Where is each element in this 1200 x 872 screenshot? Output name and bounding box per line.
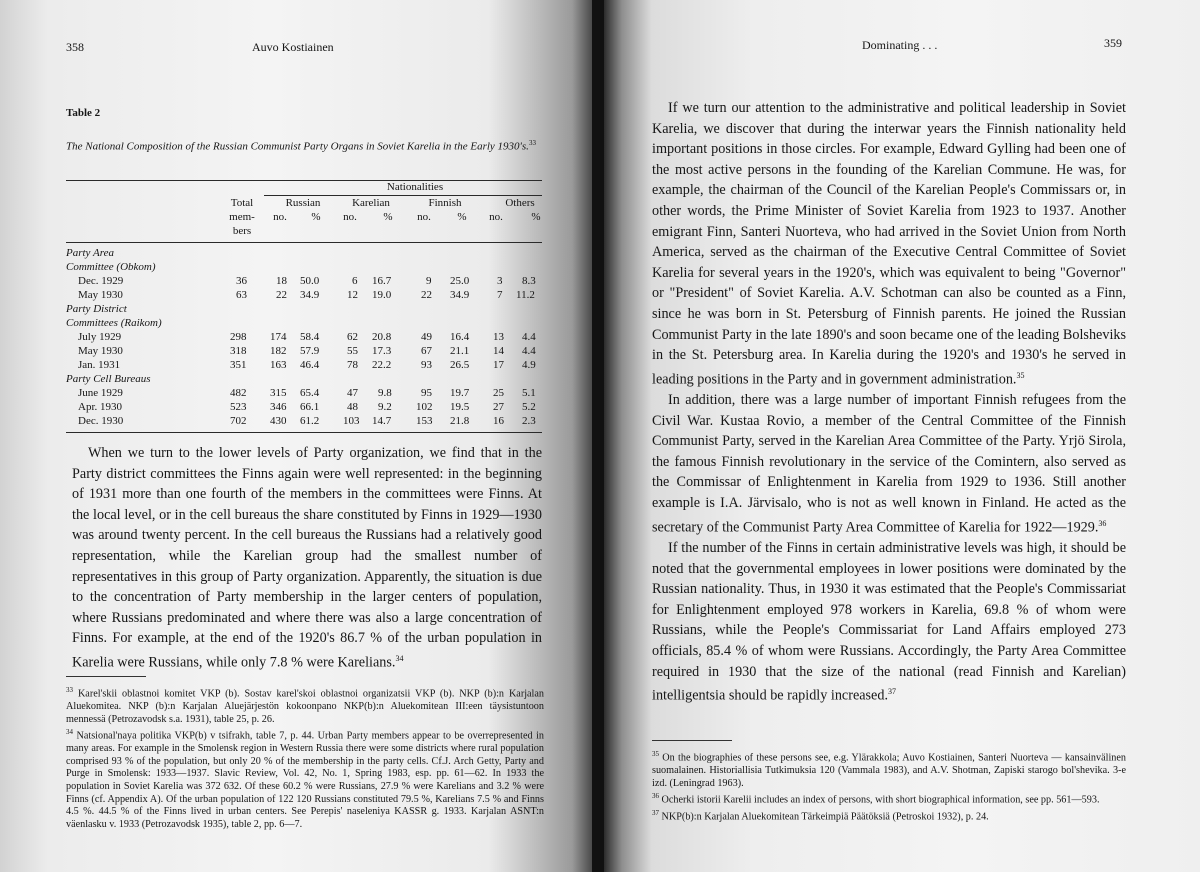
paragraph-text: When we turn to the lower levels of Party organization, we find that in the Party district committees the Finns again were well represented: in the beginning of 1931 more than one fourth of the members in the committees were Finns. At the local level, or in the cell bureaus the share constituted by Finns in 1929—1930 was around twenty percent. In the cell bureaus the Russians had a relatively good representation, while the Karelian group had the smallest number of representatives in this group of Party organization. Apparently, the situation is due to the concentration of Party membership in the larger centers of population, where Russians predominated and where there was also a large concentration of Finns. For example, at the end of the 1920's 86.7 % of the urban population in Karelia were Russians, while only 7.8 % were Karelians. — [72, 445, 542, 671]
cell-kar-no: 48 — [347, 401, 358, 413]
cell-total: 523 — [230, 401, 247, 413]
cell-fin-pct: 21.8 — [450, 415, 470, 427]
cell-fin-pct: 19.7 — [450, 387, 470, 399]
cell-oth-no: 7 — [497, 289, 503, 301]
header-finnish-no: no. — [417, 211, 431, 223]
header-total-line3: bers — [232, 225, 252, 237]
footnote — [652, 807, 1126, 824]
group-label: Committees (Raikom) — [66, 317, 162, 329]
note-ref: 35 — [1016, 370, 1025, 380]
paragraph — [652, 390, 1126, 538]
cell-kar-pct: 9.2 — [378, 401, 392, 413]
footnote — [652, 790, 1126, 807]
cell-kar-pct: 20.8 — [372, 331, 392, 343]
cell-oth-pct: 4.4 — [522, 331, 536, 343]
body-text — [72, 443, 542, 673]
cell-rus-pct: 46.4 — [300, 359, 320, 371]
row-label: June 1929 — [78, 387, 123, 399]
cell-oth-pct: 5.2 — [522, 401, 536, 413]
cell-fin-pct: 26.5 — [450, 359, 470, 371]
footnote — [66, 726, 544, 831]
cell-fin-no: 102 — [416, 401, 433, 413]
footnote — [652, 748, 1126, 790]
note-ref: 37 — [888, 687, 896, 697]
cell-fin-no: 9 — [426, 275, 432, 287]
header-others-pct: % — [531, 211, 541, 223]
footnotes — [66, 684, 544, 831]
cell-rus-no: 182 — [270, 345, 287, 357]
header-total: Total — [230, 197, 254, 209]
cell-kar-pct: 9.8 — [378, 387, 392, 399]
header-nationalities: Nationalities — [386, 181, 444, 193]
row-label: Jan. 1931 — [78, 359, 121, 371]
cell-kar-no: 55 — [347, 345, 358, 357]
table-caption — [66, 136, 544, 155]
cell-fin-pct: 25.0 — [450, 275, 470, 287]
cell-oth-pct: 2.3 — [522, 415, 536, 427]
paragraph-text: If the number of the Finns in certain administrative levels was high, it should be noted that the governmental employees in lower positions were dominated by the Russian nationality. Thus, in 1930 it was estimated that the People's Commissariat for Enlightenment employed 978 workers in Karelia, 69.8 % of whom were Russians, while the People's Commissariat for Land Affairs employed 273 officials, 85.4 % of whom were Russians. Accordingly, the Party Area Committee required in 1930 that the size of the national (read Finnish and Karelian) intelligentsia should be rapidly increased. — [652, 539, 1126, 704]
header-karelian-pct: % — [383, 211, 393, 223]
table-nationalities-rule — [264, 195, 542, 196]
cell-oth-pct: 4.4 — [522, 345, 536, 357]
cell-rus-pct: 61.2 — [300, 415, 320, 427]
footnote-text: NKP(b):n Karjalan Aluekomitean Tärkeimpiä Päätöksiä (Petroskoi 1932), p. 24. — [661, 811, 989, 823]
cell-total: 702 — [230, 415, 247, 427]
header-russian: Russian — [285, 197, 321, 209]
cell-kar-pct: 14.7 — [372, 415, 392, 427]
cell-rus-no: 174 — [270, 331, 287, 343]
footnote-text: Natsional'naya politika VKP(b) v tsifrakh, table 7, p. 44. Urban Party members appear to be overrepresented in many areas. For example in the Smolensk region in Western Russia there were some districts where rural population comprised 93 % of the population, but only 20 % of the membership in the party cells. Cf.J. Arch Getty, Party and Purge in Smolensk: 1933—1937. Slavic Review, Vol. 42, No. 1, Spring 1983, esp. pp. 61—62. In 1933 the population in Soviet Karelia was 372 632. Of these 60.2 % were Russians, 27.9 % were Karelians and 3.2 % were Finns (cf. Appendix A). Of the urban population of 122 120 Russians constituted 79.5 %, Karelians 7.5 % and Finns 4.5 %. 44.5 % of the Finns lived in urban centers. See Perepis' naseleniya KASSR g. 1933. Karjalan ASNT:n väenlasku v. 1933 (Petrozavodsk 1935), table 2, pp. 6—7. — [66, 730, 544, 830]
paragraph — [72, 443, 542, 673]
cell-oth-pct: 4.9 — [522, 359, 536, 371]
cell-total: 36 — [236, 275, 247, 287]
header-others: Others — [505, 197, 535, 209]
footnotes — [652, 748, 1126, 824]
cell-oth-no: 25 — [493, 387, 504, 399]
note-ref: 36 — [1098, 518, 1107, 528]
header-others-no: no. — [489, 211, 503, 223]
cell-fin-no: 95 — [421, 387, 432, 399]
cell-kar-no: 103 — [343, 415, 360, 427]
header-karelian: Karelian — [352, 197, 390, 209]
page-number: 359 — [1104, 36, 1122, 50]
cell-fin-no: 153 — [416, 415, 433, 427]
cell-oth-no: 16 — [493, 415, 504, 427]
running-head: Dominating . . . — [862, 38, 938, 52]
cell-fin-pct: 34.9 — [450, 289, 470, 301]
cell-fin-no: 49 — [421, 331, 432, 343]
cell-rus-no: 346 — [270, 401, 287, 413]
cell-fin-pct: 21.1 — [450, 345, 470, 357]
cell-oth-no: 14 — [493, 345, 504, 357]
cell-rus-pct: 34.9 — [300, 289, 320, 301]
row-label: Apr. 1930 — [78, 401, 122, 413]
group-label: Party Cell Bureaus — [66, 373, 151, 385]
cell-oth-no: 27 — [493, 401, 504, 413]
note-ref: 34 — [395, 653, 404, 663]
cell-kar-pct: 22.2 — [372, 359, 392, 371]
footnote-rule — [66, 676, 146, 677]
cell-rus-pct: 65.4 — [300, 387, 320, 399]
cell-fin-no: 93 — [421, 359, 432, 371]
table-label: Table 2 — [66, 107, 101, 119]
cell-rus-no: 430 — [270, 415, 287, 427]
footnote-num: 33 — [66, 686, 73, 694]
body-text — [652, 98, 1126, 706]
left-page — [0, 0, 596, 872]
footnote-text: Ocherki istorii Karelii includes an index of persons, with short biographical information, see pp. 561—593. — [661, 794, 1100, 806]
cell-total: 63 — [236, 289, 247, 301]
cell-rus-pct: 50.0 — [300, 275, 320, 287]
header-karelian-no: no. — [343, 211, 357, 223]
cell-oth-no: 13 — [493, 331, 504, 343]
page-number: 358 — [66, 40, 84, 54]
group-label: Committee (Obkom) — [66, 261, 156, 273]
row-label: Dec. 1929 — [78, 275, 124, 287]
paragraph — [652, 98, 1126, 390]
cell-oth-no: 3 — [497, 275, 503, 287]
table-header-rule — [66, 242, 542, 243]
cell-oth-pct: 8.3 — [522, 275, 536, 287]
paragraph-text: If we turn our attention to the administrative and political leadership in Soviet Karelia, we discover that during the interwar years the Finnish nationality held important positions in those circles. For example, Edward Gylling had been one of the most active persons in the founding of the Karelian Commune. He was, for example, the chairman of the Council of the Karelian People's Commissars or, in other words, the Prime Minister of Soviet Karelia from 1923 to 1937. Another emigrant Finn, Santeri Nuorteva, who had arrived in the Soviet Union from North America, served as the chairman of the Executive Central Committee of Soviet Karelia for several years in the 1920's, which was equivalent to being "Governor" or "President" of Soviet Karelia. A.V. Schotman can also be counted as a Finn, since he was born in St. Petersburg of Finnish parents. He joined the Russian Communist Party in the late 1890's and soon became one of the leading Bolsheviks in the St. Petersburg area. In Karelia during the 1920's and 1930's he served in leading positions in the Party and in government administration. — [652, 100, 1126, 388]
row-label: May 1930 — [78, 345, 123, 357]
header-russian-no: no. — [273, 211, 287, 223]
cell-kar-no: 62 — [347, 331, 358, 343]
cell-rus-no: 18 — [276, 275, 287, 287]
cell-kar-pct: 16.7 — [372, 275, 392, 287]
cell-oth-no: 17 — [493, 359, 504, 371]
footnote-rule — [652, 740, 732, 741]
cell-total: 298 — [230, 331, 247, 343]
footnote-num: 35 — [652, 750, 659, 758]
table-bottom-rule — [66, 432, 542, 433]
cell-oth-pct: 5.1 — [522, 387, 536, 399]
header-finnish: Finnish — [428, 197, 462, 209]
cell-rus-pct: 58.4 — [300, 331, 320, 343]
cell-total: 482 — [230, 387, 247, 399]
cell-rus-no: 315 — [270, 387, 287, 399]
table-caption-text: The National Composition of the Russian Communist Party Organs in Soviet Karelia in the Early 1930's. — [66, 140, 529, 153]
cell-total: 351 — [230, 359, 247, 371]
cell-total: 318 — [230, 345, 247, 357]
running-head: Auvo Kostiainen — [252, 40, 334, 54]
cell-fin-pct: 16.4 — [450, 331, 470, 343]
cell-oth-pct: 11.2 — [516, 289, 535, 301]
cell-fin-pct: 19.5 — [450, 401, 470, 413]
header-total-line2: mem- — [229, 211, 255, 223]
footnote — [66, 684, 544, 726]
cell-rus-pct: 57.9 — [300, 345, 320, 357]
cell-kar-pct: 19.0 — [372, 289, 392, 301]
cell-rus-no: 163 — [270, 359, 287, 371]
cell-fin-no: 22 — [421, 289, 432, 301]
cell-rus-no: 22 — [276, 289, 287, 301]
header-finnish-pct: % — [457, 211, 467, 223]
footnote-num: 36 — [652, 792, 659, 801]
footnote-num: 34 — [66, 728, 73, 737]
header-russian-pct: % — [311, 211, 321, 223]
paragraph-text: In addition, there was a large number of important Finnish refugees from the Civil War. Kustaa Rovio, a member of the Central Committee of the Finnish Communist Party, served in the Karelian Area Committee of the Party. Yrjö Sirola, the famous Finnish revolutionary in the service of the Comintern, also served as the Commissar of Enlightenment in Karelia from 1929 to 1936. Still another example is I.A. Järvisalo, who is not as well known in Finland. He acted as the secretary of the Communist Party Area Committee of Karelia for 1922—1929. — [652, 392, 1126, 536]
cell-rus-pct: 66.1 — [300, 401, 320, 413]
table-caption-note: 33 — [528, 139, 536, 147]
footnote-text: On the biographies of these persons see, e.g. Ylärakkola; Auvo Kostiainen, Santeri Nuorteva — kansainvälinen suomalainen. Historiallisia Tutkimuksia 120 (Vammala 1983), and A.V. Shotman, Zapiski starogo bol'shevika. 3-e izd. (Leningrad 1963). — [652, 752, 1127, 789]
row-label: Dec. 1930 — [78, 415, 124, 427]
cell-fin-no: 67 — [421, 345, 432, 357]
cell-kar-no: 78 — [347, 359, 358, 371]
cell-kar-no: 12 — [347, 289, 358, 301]
cell-kar-pct: 17.3 — [372, 345, 392, 357]
group-label: Party Area — [66, 247, 114, 259]
footnote-text: Karel'skii oblastnoi komitet VKP (b). Sostav karel'skoi oblastnoi organizatsii VKP (b). NKP (b):n Karjalan Aluekomitea. NKP (b):n Karjalan Aluejärjestön kokoonpano NKP(b):n Aluekomitean III:een täysistuntoon mennessä (Petrozavodsk s.a. 1931), table 25, p. 26. — [66, 688, 545, 725]
group-label: Party District — [66, 303, 127, 315]
cell-kar-no: 47 — [347, 387, 358, 399]
row-label: May 1930 — [78, 289, 123, 301]
row-label: July 1929 — [78, 331, 122, 343]
footnote-num: 37 — [652, 809, 659, 818]
paragraph — [652, 538, 1126, 706]
cell-kar-no: 6 — [352, 275, 358, 287]
